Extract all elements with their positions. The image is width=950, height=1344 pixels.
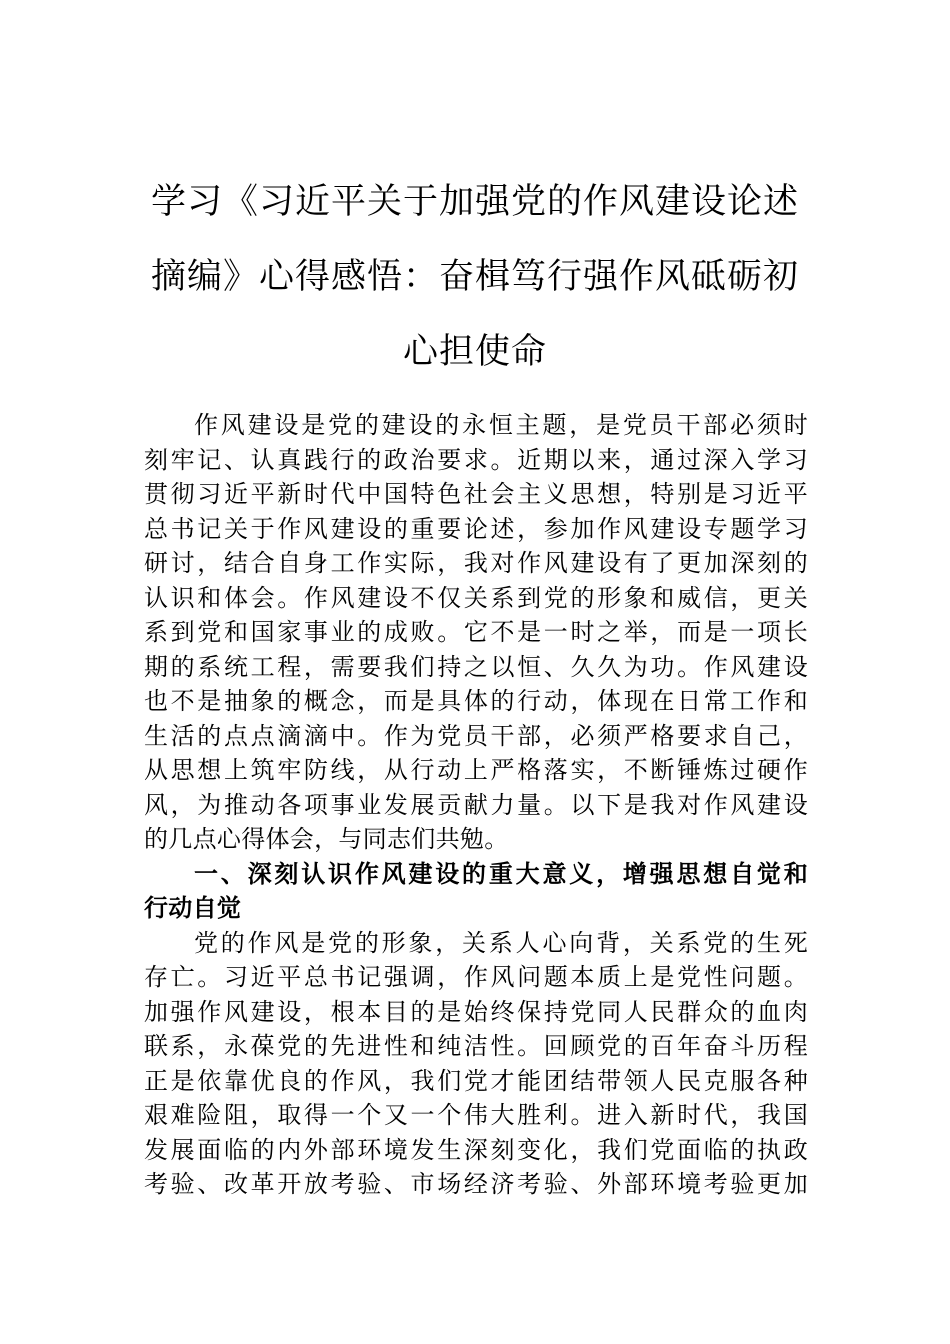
paragraph-line: 加强作风建设，根本目的是始终保持党同人民群众的血肉 xyxy=(144,997,808,1026)
paragraph-line: 也不是抽象的概念，而是具体的行动，体现在日常工作和 xyxy=(144,687,808,715)
paragraph-line: 认识和体会。作风建设不仅关系到党的形象和威信，更关 xyxy=(144,583,808,612)
paragraph-line: 刻牢记、认真践行的政治要求。近期以来，通过深入学习 xyxy=(144,445,808,474)
paragraph-line: 作风建设是党的建设的永恒主题，是党员干部必须时 xyxy=(194,411,808,439)
paragraph-line: 党的作风是党的形象，关系人心向背，关系党的生死 xyxy=(194,928,808,957)
paragraph-line: 研讨，结合自身工作实际，我对作风建设有了更加深刻的 xyxy=(144,549,808,577)
paragraph-line: 发展面临的内外部环境发生深刻变化，我们党面临的执政 xyxy=(144,1135,808,1164)
document-body xyxy=(144,408,808,1202)
title-line-2: 摘编》心得感悟：奋楫笃行强作风砥砺初 xyxy=(150,257,799,297)
heading-line: 一、深刻认识作风建设的重大意义，增强思想自觉和 xyxy=(194,859,808,888)
paragraph-line: 期的系统工程，需要我们持之以恒、久久为功。作风建设 xyxy=(144,652,808,681)
paragraph-line: 从思想上筑牢防线，从行动上严格落实，不断锤炼过硬作 xyxy=(144,756,808,784)
heading-line: 行动自觉 xyxy=(144,894,242,922)
paragraph-line: 考验、改革开放考验、市场经济考验、外部环境考验更加 xyxy=(144,1170,808,1198)
paragraph-line: 联系，永葆党的先进性和纯洁性。回顾党的百年奋斗历程 xyxy=(144,1032,808,1060)
paragraph-intro xyxy=(144,408,808,857)
paragraph-line: 艰难险阻，取得一个又一个伟大胜利。进入新时代，我国 xyxy=(144,1101,808,1129)
paragraph-line: 生活的点点滴滴中。作为党员干部，必须严格要求自己， xyxy=(144,721,808,750)
paragraph-line: 风，为推动各项事业发展贡献力量。以下是我对作风建设 xyxy=(144,790,808,819)
paragraph-line: 系到党和国家事业的成败。它不是一时之举，而是一项长 xyxy=(144,618,808,646)
title-line-3: 心担使命 xyxy=(402,332,547,372)
paragraph-line: 正是依靠优良的作风，我们党才能团结带领人民克服各种 xyxy=(144,1066,808,1095)
paragraph-line: 总书记关于作风建设的重要论述，参加作风建设专题学习 xyxy=(144,514,808,543)
paragraph-line: 贯彻习近平新时代中国特色社会主义思想，特别是习近平 xyxy=(144,480,808,508)
paragraph-line: 存亡。习近平总书记强调，作风问题本质上是党性问题。 xyxy=(144,963,808,991)
title-line-1: 学习《习近平关于加强党的作风建设论述 xyxy=(150,182,799,222)
section-heading-1 xyxy=(144,857,808,926)
paragraph-line: 的几点心得体会，与同志们共勉。 xyxy=(144,825,509,853)
document-title xyxy=(150,176,800,401)
paragraph-section-1 xyxy=(144,926,808,1202)
